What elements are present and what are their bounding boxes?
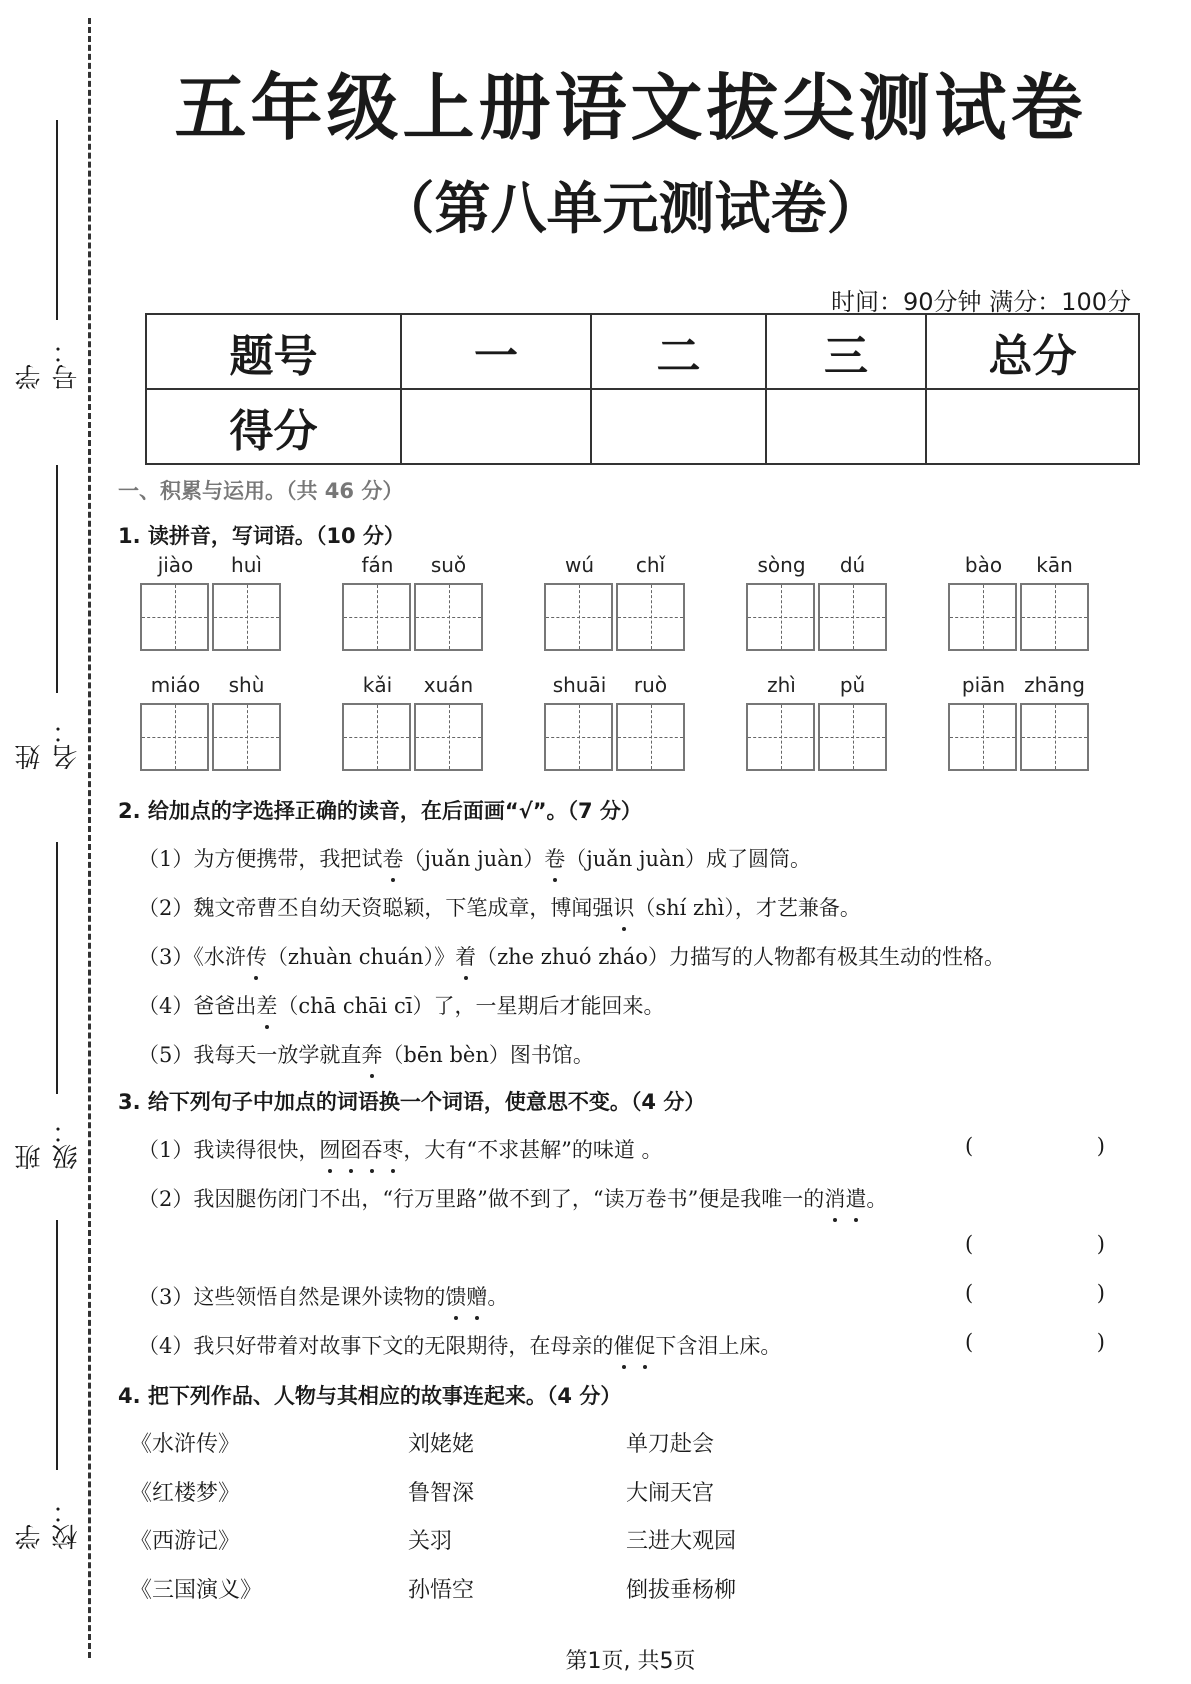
school-label: 学校：	[15, 1498, 82, 1550]
pinyin-label: xuán	[423, 673, 474, 697]
pinyin-label: shù	[228, 673, 265, 697]
word-pair	[746, 673, 888, 771]
pinyin-label: dú	[839, 553, 866, 577]
word-pair	[746, 553, 888, 651]
school-rule	[56, 1220, 58, 1470]
answer-blank[interactable]	[965, 1232, 1105, 1256]
writing-boxes	[948, 703, 1090, 771]
tian-grid-box[interactable]	[212, 583, 281, 651]
dotted-char: 囵	[340, 1134, 361, 1164]
section-1-title: 一、积累与运用。（共 46 分）	[118, 479, 404, 503]
class-label: 班级：	[15, 1118, 82, 1170]
pinyin-row	[746, 673, 888, 697]
name-label: 姓名：	[15, 718, 82, 770]
story-item[interactable]: 倒拔垂杨柳	[626, 1578, 737, 1603]
writing-boxes	[544, 583, 686, 651]
word-pair	[544, 553, 686, 651]
q2-item: （1）为方便携带，我把试卷（juǎn juàn）卷（juǎn juàn）成了圆筒。	[138, 843, 811, 873]
character-item[interactable]: 鲁智深	[408, 1481, 475, 1506]
dotted-char: 传	[246, 941, 267, 971]
pinyin-row	[140, 673, 282, 697]
pinyin-label: ruò	[633, 673, 668, 697]
pinyin-label: bào	[964, 553, 1003, 577]
character-item[interactable]: 关羽	[408, 1529, 453, 1554]
writing-boxes	[342, 703, 484, 771]
dotted-char: 催	[613, 1330, 634, 1360]
pinyin-label: miáo	[150, 673, 201, 697]
page-footer: 第1页, 共5页	[565, 1649, 696, 1674]
pinyin-label: kǎi	[362, 673, 393, 697]
dotted-char: 卷	[544, 843, 565, 873]
writing-boxes	[544, 703, 686, 771]
pinyin-row	[746, 553, 888, 577]
dotted-char: 识	[613, 892, 634, 922]
student-id-label: 学号：	[15, 338, 82, 390]
work-item[interactable]: 《水浒传》	[130, 1432, 241, 1457]
tian-grid-box[interactable]	[342, 703, 411, 771]
page-title: 五年级上册语文拔尖测试卷	[174, 66, 1087, 150]
tian-grid-box[interactable]	[544, 583, 613, 651]
score-label-cell: 得分	[146, 389, 401, 464]
score-cell[interactable]	[401, 389, 591, 464]
answer-blank[interactable]	[965, 1330, 1105, 1354]
q2-item: （4）爸爸出差（chā chāi cī）了，一星期后才能回来。	[138, 990, 665, 1020]
dotted-char: 卷	[382, 843, 403, 873]
word-pair	[140, 553, 282, 651]
tian-grid-box[interactable]	[140, 583, 209, 651]
tian-grid-box[interactable]	[544, 703, 613, 771]
pinyin-label: shuāi	[552, 673, 607, 697]
dotted-char: 囫	[319, 1134, 340, 1164]
tian-grid-box[interactable]	[616, 703, 685, 771]
paren-open: (	[965, 1281, 974, 1305]
word-pair	[948, 553, 1090, 651]
exam-meta: 时间：90分钟 满分：100分	[831, 288, 1131, 316]
pinyin-label: zhì	[767, 673, 796, 697]
score-table	[145, 313, 1140, 465]
tian-grid-box[interactable]	[414, 703, 483, 771]
q2-item: （2）魏文帝曹丕自幼天资聪颖，下笔成章，博闻强识（shí zhì），才艺兼备。	[138, 892, 861, 922]
writing-boxes	[140, 583, 282, 651]
tian-grid-box[interactable]	[140, 703, 209, 771]
pinyin-label: fán	[361, 553, 394, 577]
score-table-header-row	[146, 314, 1139, 389]
score-cell[interactable]	[766, 389, 926, 464]
dotted-char: 促	[634, 1330, 655, 1360]
cut-line	[88, 18, 91, 1658]
writing-boxes	[746, 703, 888, 771]
score-table-score-row	[146, 389, 1139, 464]
work-item[interactable]: 《红楼梦》	[130, 1481, 241, 1506]
header-cell: 总分	[926, 314, 1139, 389]
header-cell: 一	[401, 314, 591, 389]
pinyin-row	[342, 553, 484, 577]
answer-blank[interactable]	[965, 1281, 1105, 1305]
q1-title: 1. 读拼音，写词语。（10 分）	[118, 524, 405, 548]
pinyin-label: suǒ	[430, 553, 467, 577]
tian-grid-box[interactable]	[818, 703, 887, 771]
word-pair	[948, 673, 1090, 771]
pinyin-label: kān	[1036, 553, 1073, 577]
dotted-char: 枣	[382, 1134, 403, 1164]
word-pair	[342, 553, 484, 651]
pinyin-label: chǐ	[635, 553, 666, 577]
tian-grid-box[interactable]	[948, 703, 1017, 771]
tian-grid-box[interactable]	[818, 583, 887, 651]
pinyin-row	[140, 553, 282, 577]
dotted-char: 奔	[361, 1039, 382, 1069]
paren-close: )	[1096, 1330, 1105, 1354]
writing-boxes	[140, 703, 282, 771]
paren-open: (	[965, 1134, 974, 1158]
class-rule	[56, 842, 58, 1094]
pinyin-label: sòng	[757, 553, 806, 577]
story-item[interactable]: 三进大观园	[626, 1529, 737, 1554]
dotted-char: 遣	[845, 1183, 866, 1213]
word-pair	[140, 673, 282, 771]
tian-grid-box[interactable]	[342, 583, 411, 651]
dotted-char: 馈	[445, 1281, 466, 1311]
tian-grid-box[interactable]	[746, 703, 815, 771]
tian-grid-box[interactable]	[1020, 583, 1089, 651]
paren-close: )	[1096, 1281, 1105, 1305]
tian-grid-box[interactable]	[616, 583, 685, 651]
character-item[interactable]: 孙悟空	[408, 1578, 475, 1603]
dotted-char: 着	[455, 941, 476, 971]
q4-title: 4. 把下列作品、人物与其相应的故事连起来。（4 分）	[118, 1384, 622, 1408]
pinyin-row	[342, 673, 484, 697]
work-item[interactable]: 《西游记》	[130, 1529, 241, 1554]
q3-item: （4）我只好带着对故事下文的无限期待，在母亲的催促下含泪上床。	[138, 1330, 781, 1360]
dotted-char: 吞	[361, 1134, 382, 1164]
q3-title: 3. 给下列句子中加点的词语换一个词语，使意思不变。（4 分）	[118, 1090, 706, 1114]
page-subtitle: （第八单元测试卷）	[378, 177, 883, 242]
story-item[interactable]: 大闹天宫	[626, 1481, 715, 1506]
q2-item: （3）《水浒传（zhuàn chuán）》着（zhe zhuó zháo）力描写的人物都有极其生动的性格。	[138, 941, 1005, 971]
score-cell[interactable]	[926, 389, 1139, 464]
story-item[interactable]: 单刀赴会	[626, 1432, 715, 1457]
answer-blank[interactable]	[965, 1134, 1105, 1158]
tian-grid-box[interactable]	[414, 583, 483, 651]
word-pair	[342, 673, 484, 771]
tian-grid-box[interactable]	[1020, 703, 1089, 771]
header-cell: 二	[591, 314, 766, 389]
name-rule	[56, 465, 58, 693]
paren-open: (	[965, 1330, 974, 1354]
q3-item: （1）我读得很快，囫囵吞枣，大有“不求甚解”的味道 。	[138, 1134, 663, 1164]
q3-item: （2）我因腿伤闭门不出，“行万里路”做不到了，“读万卷书”便是我唯一的消遣。	[138, 1183, 887, 1213]
pinyin-label: wú	[564, 553, 595, 577]
work-item[interactable]: 《三国演义》	[130, 1578, 263, 1603]
score-cell[interactable]	[591, 389, 766, 464]
word-pair	[544, 673, 686, 771]
dotted-char: 消	[824, 1183, 845, 1213]
pinyin-label: zhāng	[1024, 673, 1085, 697]
q3-item: （3）这些领悟自然是课外读物的馈赠。	[138, 1281, 508, 1311]
dotted-char: 赠	[466, 1281, 487, 1311]
writing-boxes	[342, 583, 484, 651]
pinyin-row	[948, 673, 1090, 697]
pinyin-row	[544, 553, 686, 577]
header-cell: 三	[766, 314, 926, 389]
pinyin-label: huì	[231, 553, 262, 577]
paren-close: )	[1096, 1232, 1105, 1256]
dotted-char: 差	[256, 990, 277, 1020]
pinyin-label: jiào	[157, 553, 194, 577]
character-item[interactable]: 刘姥姥	[408, 1432, 475, 1457]
pinyin-label: pǔ	[839, 673, 866, 697]
q2-title: 2. 给加点的字选择正确的读音，在后面画“√”。（7 分）	[118, 799, 642, 823]
tian-grid-box[interactable]	[746, 583, 815, 651]
pinyin-row	[948, 553, 1090, 577]
tian-grid-box[interactable]	[948, 583, 1017, 651]
paren-close: )	[1096, 1134, 1105, 1158]
q2-item: （5）我每天一放学就直奔（bēn bèn）图书馆。	[138, 1039, 594, 1069]
writing-boxes	[746, 583, 888, 651]
pinyin-row	[544, 673, 686, 697]
pinyin-label: piān	[961, 673, 1006, 697]
paren-open: (	[965, 1232, 974, 1256]
header-cell: 题号	[146, 314, 401, 389]
tian-grid-box[interactable]	[212, 703, 281, 771]
writing-boxes	[948, 583, 1090, 651]
